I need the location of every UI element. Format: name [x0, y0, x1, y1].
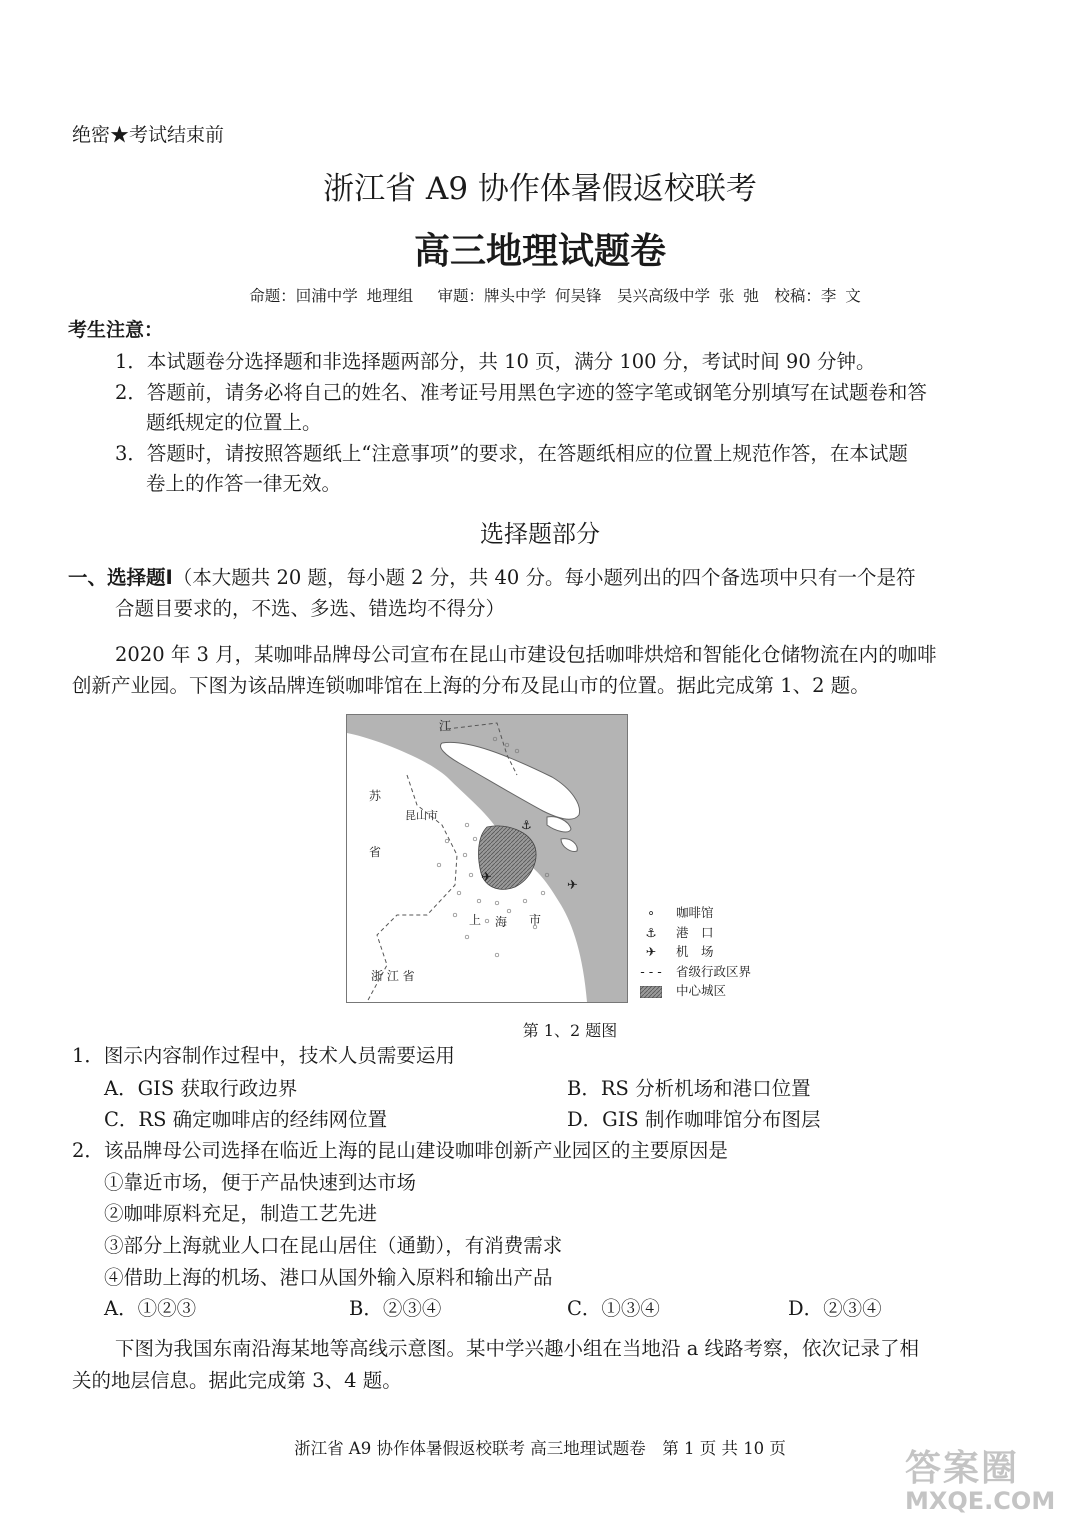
- watermark-top: 答案圈: [905, 1448, 1020, 1489]
- intro2-line1: 下图为我国东南沿海某地等高线示意图。某中学兴趣小组在当地沿 a 线路考察，依次记录了相: [115, 1337, 920, 1360]
- part1-label: 一、选择题Ⅰ: [68, 566, 173, 589]
- q2-option-a: A．①②③: [104, 1297, 197, 1320]
- exam-title: 浙江省 A9 协作体暑假返校联考: [323, 171, 757, 207]
- intro1-line1: 2020 年 3 月，某咖啡品牌母公司宣布在昆山市建设包括咖啡烘焙和智能化仓储物流在内的咖啡: [115, 643, 937, 666]
- legend-label: 省级行政区界: [676, 963, 752, 979]
- coffee-dot-icon: ∘: [647, 905, 655, 920]
- q2-stem: 2．该品牌母公司选择在临近上海的昆山建设咖啡创新产业园区的主要原因是: [72, 1139, 728, 1162]
- q2-option-c: C．①③④: [567, 1297, 660, 1320]
- notice-item-2-cont: 题纸规定的位置上。: [146, 411, 322, 434]
- dashed-line-icon: - - -: [640, 963, 662, 979]
- map-label-su: 苏: [369, 789, 382, 803]
- authors-line: 命题：回浦中学 地理组 审题：牌头中学 何吴锋 吴兴高级中学 张 弛 校稿：李 文: [249, 287, 861, 305]
- q1-stem: 1．图示内容制作过程中，技术人员需要运用: [72, 1044, 455, 1067]
- section-title: 选择题部分: [480, 520, 600, 548]
- map-label-hai: 海: [495, 915, 508, 929]
- q2-option-d: D．②③④: [788, 1297, 882, 1320]
- intro1-line2: 创新产业园。下图为该品牌连锁咖啡馆在上海的分布及昆山市的位置。据此完成第 1、2 题。: [72, 674, 870, 697]
- notice-heading: 考生注意：: [68, 319, 164, 341]
- legend-label: 港 口: [676, 924, 714, 940]
- notice-item-1: 1．本试题卷分选择题和非选择题两部分，共 10 页，满分 100 分，考试时间 90 分钟。: [115, 350, 876, 373]
- notice-item-3: 3．答题时，请按照答题纸上“注意事项”的要求，在答题纸相应的位置上规范作答，在本试题: [115, 442, 908, 465]
- q1-option-c: C．RS 确定咖啡店的经纬网位置: [104, 1108, 388, 1131]
- part1-header: [68, 563, 916, 593]
- exam-subtitle: 高三地理试题卷: [413, 231, 666, 272]
- watermark-bottom: MXQE.COM: [905, 1487, 1056, 1515]
- map-label-zhejiang: 浙 江 省: [371, 969, 415, 983]
- legend-label: 咖啡馆: [676, 905, 714, 920]
- map-label-kunshan: 昆山市: [405, 809, 438, 822]
- q2-item-3: ③部分上海就业人口在昆山居住（通勤），有消费需求: [104, 1234, 563, 1257]
- airport-icon-pudong: ✈: [567, 878, 578, 893]
- map-label-shang: 上: [469, 913, 482, 927]
- anchor-icon: ⚓: [645, 924, 657, 940]
- q2-option-b: B．②③④: [349, 1297, 442, 1320]
- airplane-icon: ✈: [645, 944, 657, 959]
- map-label-shi: 市: [529, 913, 542, 927]
- q1-option-a: A．GIS 获取行政边界: [104, 1077, 298, 1100]
- part1-desc-cont: 合题目要求的，不选、多选、错选均不得分）: [115, 597, 506, 620]
- map-label-sheng: 省: [369, 845, 382, 859]
- q2-item-2: ②咖啡原料充足，制造工艺先进: [104, 1202, 378, 1225]
- shanghai-map: [346, 714, 628, 1003]
- figure-caption: 第 1、2 题图: [522, 1021, 618, 1040]
- q1-option-b: B．RS 分析机场和港口位置: [567, 1077, 811, 1100]
- legend-item-boundary: [636, 962, 751, 982]
- q2-item-4: ④借助上海的机场、港口从国外输入原料和输出产品: [104, 1266, 553, 1289]
- legend-item-city: [636, 981, 751, 1001]
- notice-item-2: 2．答题前，请务必将自己的姓名、准考证号用黑色字迹的签字笔或钢笔分别填写在试题卷和答: [115, 381, 927, 404]
- legend-item-airport: [636, 942, 751, 962]
- port-anchor-icon: ⚓: [521, 818, 532, 832]
- q2-item-1: ①靠近市场，便于产品快速到达市场: [104, 1171, 417, 1194]
- legend-item-port: [636, 923, 751, 943]
- map-legend: [636, 903, 751, 1001]
- map-graphic: [347, 715, 627, 1002]
- intro2-line2: 关的地层信息。据此完成第 3、4 题。: [72, 1369, 402, 1392]
- watermark-logo: [905, 1440, 1055, 1515]
- part1-desc: （本大题共 20 题，每小题 2 分，共 40 分。每小题列出的四个备选项中只有一个是符: [172, 566, 916, 589]
- q1-option-d: D．GIS 制作咖啡馆分布图层: [567, 1108, 821, 1131]
- notice-item-3-cont: 卷上的作答一律无效。: [146, 472, 342, 495]
- hatched-box-icon: [636, 981, 666, 1001]
- map-label-jiang: 江: [439, 719, 452, 733]
- confidential-mark: 绝密★考试结束前: [72, 124, 225, 146]
- page-footer: 浙江省 A9 协作体暑假返校联考 高三地理试题卷 第 1 页 共 10 页: [294, 1439, 786, 1458]
- legend-label: 机 场: [676, 944, 714, 959]
- legend-label: 中心城区: [676, 983, 727, 998]
- airport-icon-hongqiao: ✈: [481, 870, 492, 885]
- legend-item-coffee: [636, 903, 751, 923]
